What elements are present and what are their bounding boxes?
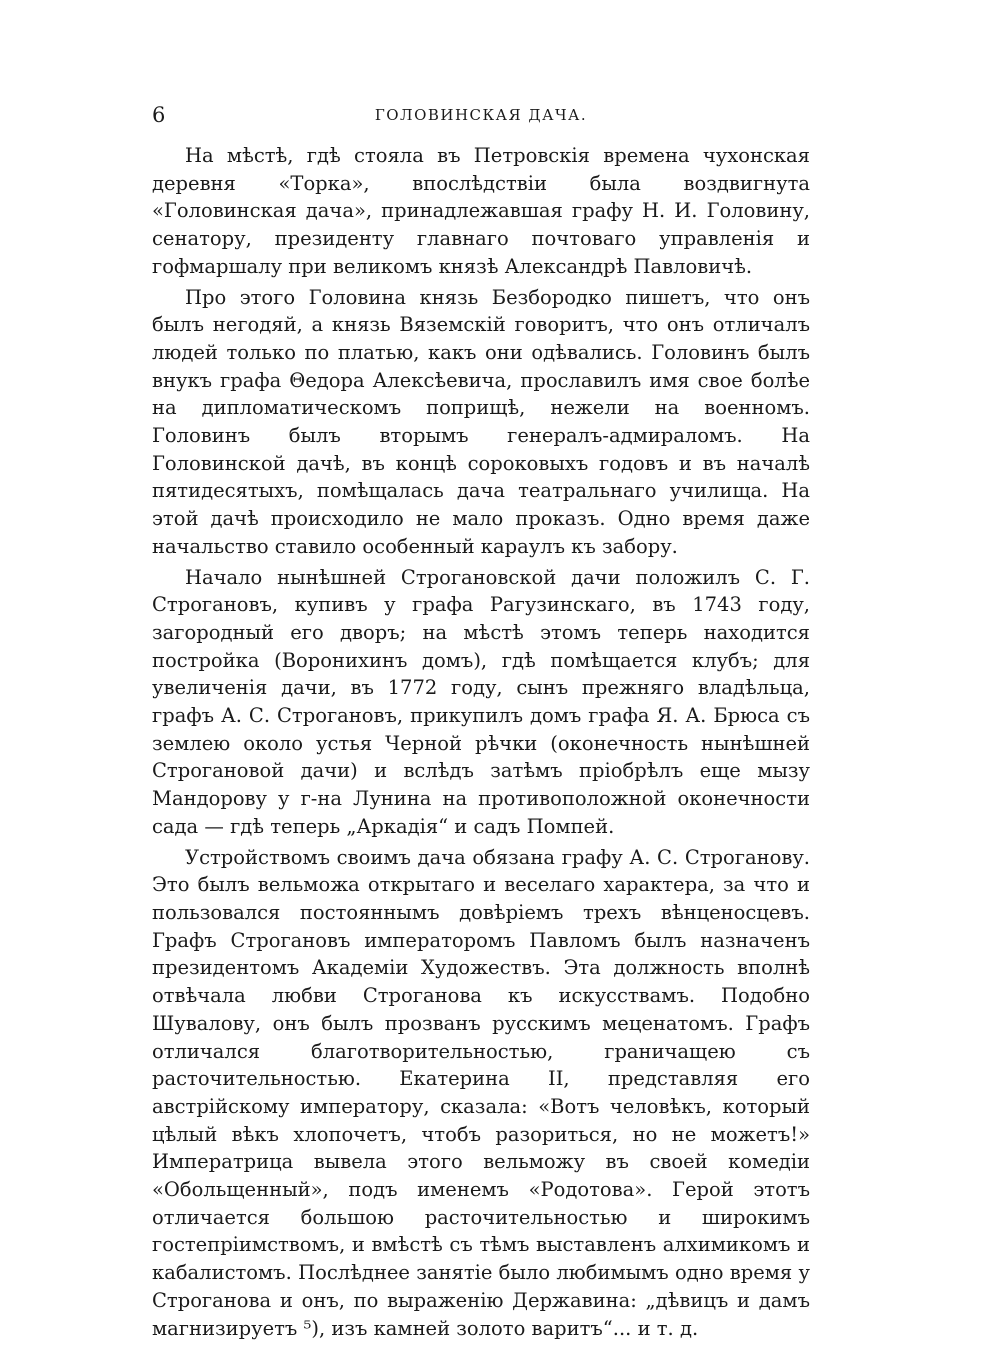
page-header bbox=[152, 100, 810, 130]
text-body bbox=[152, 142, 810, 1345]
paragraph: Начало нынѣшней Строгановской дачи положилъ С. Г. Строгановъ, купивъ у графа Рагузинскаго, въ 1743 году, загородный его дворъ; на мѣстѣ этомъ теперь находится постройка (Воронихинъ домъ), гдѣ помѣщается клубъ; для увеличенія дачи, въ 1772 году, сынъ прежняго владѣльца, графъ А. С. Строгановъ, прикупилъ домъ графа Я. А. Брюса съ землею около устья Черной рѣчки (оконечность нынѣшней Строгановой дачи) и вслѣдъ затѣмъ пріобрѣлъ еще мызу Мандорову у г-на Лунина на противоположной оконечности сада — гдѣ теперь „Аркадія“ и садъ Помпей. bbox=[152, 565, 810, 838]
paragraph: Про этого Головина князь Безбородко пишетъ, что онъ былъ негодяй, а князь Вяземскій говоритъ, что онъ отличалъ людей только по платью, какъ они одѣвались. Головинъ былъ внукъ графа Θедора Алексѣевича, прославилъ имя свое болѣе на дипломатическомъ поприщѣ, нежели на военномъ. Головинъ былъ вторымъ генералъ-адмираломъ. На Головинской дачѣ, въ концѣ сороковыхъ годовъ и въ началѣ пятидесятыхъ, помѣщалась дача театральнаго училища. На этой дачѣ происходило не мало проказъ. Одно время даже начальство ставило особенный караулъ къ забору. bbox=[152, 285, 810, 558]
page-number: 6 bbox=[152, 103, 166, 127]
running-title: ГОЛОВИНСКАЯ ДАЧА. bbox=[374, 106, 588, 124]
paragraph: На мѣстѣ, гдѣ стояла въ Петровскія времена чухонская деревня «Торка», впослѣдствіи была воздвигнута «Головинская дача», принадлежавшая графу Н. И. Головину, сенатору, президенту главнаго почтоваго управленія и гофмаршалу при великомъ князѣ Александрѣ Павловичѣ. bbox=[152, 144, 810, 278]
paragraph: Устройствомъ своимъ дача обязана графу А. С. Строганову. Это былъ вельможа открытаго и веселаго характера, за что и пользовался постояннымъ довѣріемъ трехъ вѣнценосцевъ. Графъ Строгановъ императоромъ Павломъ былъ назначенъ президентомъ Академіи Художествъ. Эта должность вполнѣ отвѣчала любви Строганова къ искусствамъ. Подобно Шувалову, онъ былъ прозванъ русскимъ меценатомъ. Графъ отличался благотворительностью, граничащею съ расточительностью. Екатерина II, представляя его австрійскому императору, сказала: «Вотъ человѣкъ, который цѣлый вѣкъ хлопочетъ, чтобъ разориться, но не можетъ!» Императрица вывела этого вельможу въ своей комедіи «Обольщенный», подъ именемъ «Родотова». Герой этотъ отличается большою расточительностью и широкимъ гостепріимствомъ, и вмѣстѣ съ тѣмъ выставленъ алхимикомъ и кабалистомъ. Послѣднее занятіе было любимымъ одно время у Строганова и онъ, по выраженію Державина: „дѣвицъ и дамъ магнизируетъ ⁵), изъ камней золото варитъ“... и т. д. bbox=[152, 845, 810, 1340]
